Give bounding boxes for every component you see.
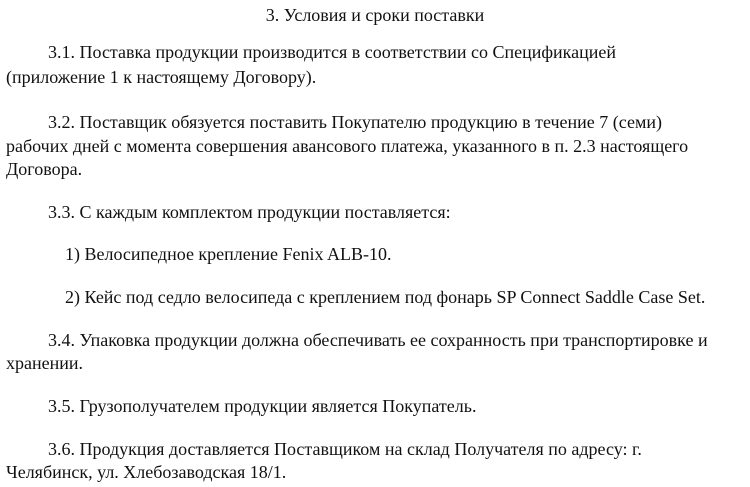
paragraph-line: Челябинск, ул. Хлебозаводская 18/1. (6, 462, 287, 482)
paragraph-line: 3.6. Продукция доставляется Поставщиком на склад Получателя по адресу: г. (48, 439, 642, 459)
paragraph-line: Договора. (6, 159, 83, 179)
paragraph-line: 3.3. С каждым комплектом продукции поставляется: (48, 202, 451, 222)
paragraph-line: 3.2. Поставщик обязуется поставить Покупателю продукцию в течение 7 (семи) (48, 112, 663, 132)
paragraph-line: 3.1. Поставка продукции производится в соответствии со Спецификацией (48, 42, 617, 62)
paragraph-line: рабочих дней с момента совершения авансового платежа, указанного в п. 2.3 настоящего (6, 136, 689, 156)
section-title: 3. Условия и сроки поставки (265, 5, 485, 25)
list-item-line: 2) Кейс под седло велосипеда с креплением под фонарь SP Connect Saddle Case Set. (65, 287, 706, 307)
paragraph-line: 3.5. Грузополучателем продукции является Покупатель. (48, 396, 477, 416)
paragraph-line: (приложение 1 к настоящему Договору). (6, 67, 317, 87)
list-item-line: 1) Велосипедное крепление Fenix ALB-10. (65, 244, 392, 264)
paragraph-line: 3.4. Упаковка продукции должна обеспечивать ее сохранность при транспортировке и (48, 330, 708, 350)
paragraph-line: хранении. (6, 353, 84, 373)
